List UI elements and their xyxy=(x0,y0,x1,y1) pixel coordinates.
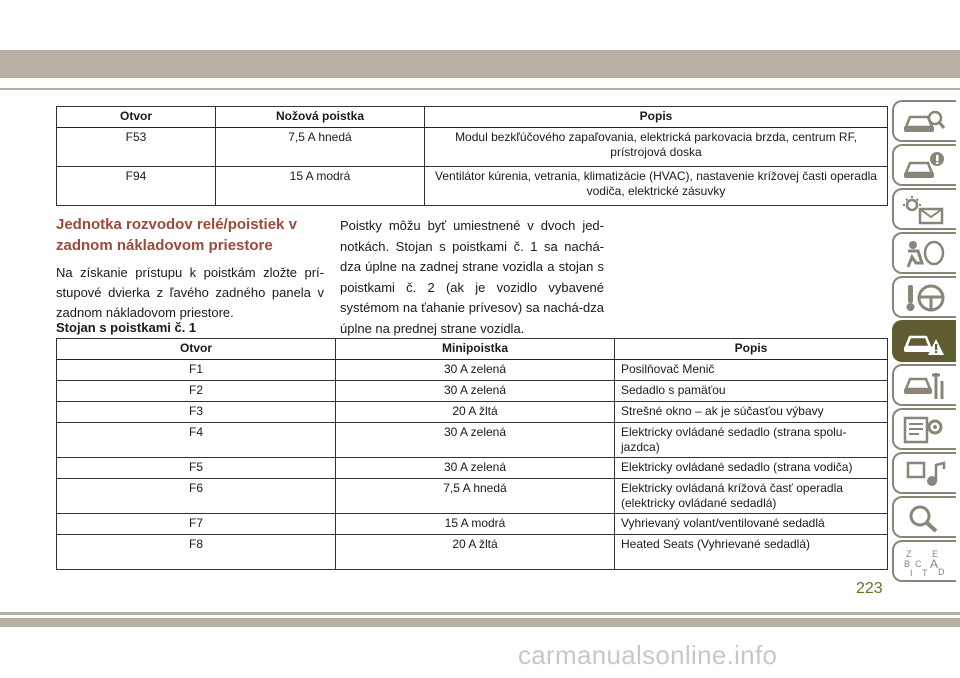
bottom-decorative-band xyxy=(0,612,960,615)
cell-poistka: 20 A žltá xyxy=(336,402,615,423)
top-decorative-band xyxy=(0,50,960,78)
column-header-popis: Popis xyxy=(615,339,888,360)
cell-popis: Elektricky ovládaná krížová časť operadla (elektricky ovládané sedadlá) xyxy=(615,479,888,514)
index-letter: B xyxy=(904,559,911,569)
cell-popis: Heated Seats (Vyhrievané sedadlá) xyxy=(615,535,888,570)
cell-poistka: 30 A zelená xyxy=(336,423,615,458)
airbag-person-icon xyxy=(902,239,946,269)
cell-poistka: 7,5 A hnedá xyxy=(336,479,615,514)
tab-starting-driving[interactable] xyxy=(892,276,956,318)
sub-heading: Stojan s poistkami č. 1 xyxy=(56,320,197,335)
cell-otvor: F94 xyxy=(57,167,216,206)
table-row xyxy=(57,514,888,535)
cell-poistka: 30 A zelená xyxy=(336,458,615,479)
cell-otvor: F8 xyxy=(57,535,336,570)
table-header-row xyxy=(57,107,888,128)
index-letter: Z xyxy=(906,549,912,559)
specifications-gear-icon xyxy=(902,415,946,445)
tab-technical-specifications[interactable] xyxy=(892,408,956,450)
top-divider-line xyxy=(0,88,960,90)
cell-otvor: F1 xyxy=(57,360,336,381)
column-header-popis: Popis xyxy=(425,107,888,128)
watermark: carmanualsonline.info xyxy=(518,640,778,670)
tab-in-case-of-emergency[interactable] xyxy=(892,320,956,362)
cell-popis: Sedadlo s pamäťou xyxy=(615,381,888,402)
cell-poistka: 20 A žltá xyxy=(336,535,615,570)
table-row xyxy=(57,535,888,570)
column-header-otvor: Otvor xyxy=(57,339,336,360)
cell-poistka: 30 A zelená xyxy=(336,360,615,381)
cell-popis: Elektricky ovládané sedadlo (strana vodiča) xyxy=(615,458,888,479)
tab-safety[interactable] xyxy=(892,232,956,274)
tab-multimedia[interactable] xyxy=(892,452,956,494)
cell-otvor: F2 xyxy=(57,381,336,402)
table-row xyxy=(57,402,888,423)
cell-popis: Modul bezkľúčového zapaľovania, elektrická parkovacia brzda, centrum RF, prístrojová doska xyxy=(425,128,888,167)
cell-otvor: F5 xyxy=(57,458,336,479)
index-letter: A xyxy=(930,557,939,571)
cell-poistka: 15 A modrá xyxy=(336,514,615,535)
tab-index[interactable] xyxy=(892,540,956,582)
cell-poistka: 7,5 A hnedá xyxy=(216,128,425,167)
cell-popis: Ventilátor kúrenia, vetrania, klimatizácie (HVAC), nastavenie krížovej časti operadla vodiča, elektrické zásuvky xyxy=(425,167,888,206)
column-header-otvor: Otvor xyxy=(57,107,216,128)
cell-popis: Strešné okno – ak je súčasťou výbavy xyxy=(615,402,888,423)
section-title: Jednotka rozvodov relé/poistiek v zadnom nákladovom priestore xyxy=(56,216,297,254)
tab-car-search[interactable] xyxy=(892,100,956,142)
table-row xyxy=(57,423,888,458)
multimedia-music-icon xyxy=(902,459,946,489)
tab-car-info[interactable] xyxy=(892,144,956,186)
page-number: 223 xyxy=(856,580,883,597)
table-row xyxy=(57,128,888,167)
table-row xyxy=(57,167,888,206)
tab-servicing-maintenance[interactable] xyxy=(892,364,956,406)
car-tools-icon xyxy=(902,371,946,401)
car-hazard-warning-icon xyxy=(902,327,946,357)
index-letter: C xyxy=(915,559,922,569)
cell-otvor: F4 xyxy=(57,423,336,458)
bottom-decorative-band-thick xyxy=(0,618,960,627)
cell-poistka: 15 A modrá xyxy=(216,167,425,206)
cell-popis: Posilňovač Menič xyxy=(615,360,888,381)
column-header-poistka: Nožová poistka xyxy=(216,107,425,128)
table-row xyxy=(57,458,888,479)
right-paragraph: Poistky môžu byť umiestnené v dvoch jed-notkách. Stojan s poistkami č. 1 sa nachá-dza úplne na zadnej strane vozidla a stojan s poistkami č. 2 (ak je vozidlo vybavené systémom na ťahanie prívesov) sa nachá-dza úplne na prednej strane vozidla. xyxy=(340,218,604,336)
table-row xyxy=(57,381,888,402)
car-info-icon xyxy=(902,151,946,181)
cell-poistka: 30 A zelená xyxy=(336,381,615,402)
cell-otvor: F6 xyxy=(57,479,336,514)
index-letters-icon xyxy=(902,547,946,577)
fuse-table-2 xyxy=(56,338,888,570)
table-header-row xyxy=(57,339,888,360)
table-row xyxy=(57,360,888,381)
left-paragraph: Na získanie prístupu k poistkám zložte prí-stupové dvierka z ľavého zadného panela v zadnom nákladovom priestore. xyxy=(56,265,324,320)
tab-warning-messages[interactable] xyxy=(892,188,956,230)
cell-otvor: F3 xyxy=(57,402,336,423)
index-letter: E xyxy=(932,549,939,559)
tab-search[interactable] xyxy=(892,496,956,538)
column-header-minipoistka: Minipoistka xyxy=(336,339,615,360)
index-letter: D xyxy=(938,567,945,577)
car-search-icon xyxy=(902,107,946,137)
cell-popis: Vyhrievaný volant/ventilované sedadlá xyxy=(615,514,888,535)
index-letter: T xyxy=(922,568,928,577)
cell-otvor: F7 xyxy=(57,514,336,535)
index-letter: I xyxy=(910,568,913,577)
cell-popis: Elektricky ovládané sedadlo (strana spolu-jazdca) xyxy=(615,423,888,458)
cell-otvor: F53 xyxy=(57,128,216,167)
fuse-table-1 xyxy=(56,106,888,206)
table-row xyxy=(57,479,888,514)
key-steering-wheel-icon xyxy=(902,283,946,313)
warning-lights-message-icon xyxy=(902,195,946,225)
magnifier-search-icon xyxy=(902,503,946,533)
